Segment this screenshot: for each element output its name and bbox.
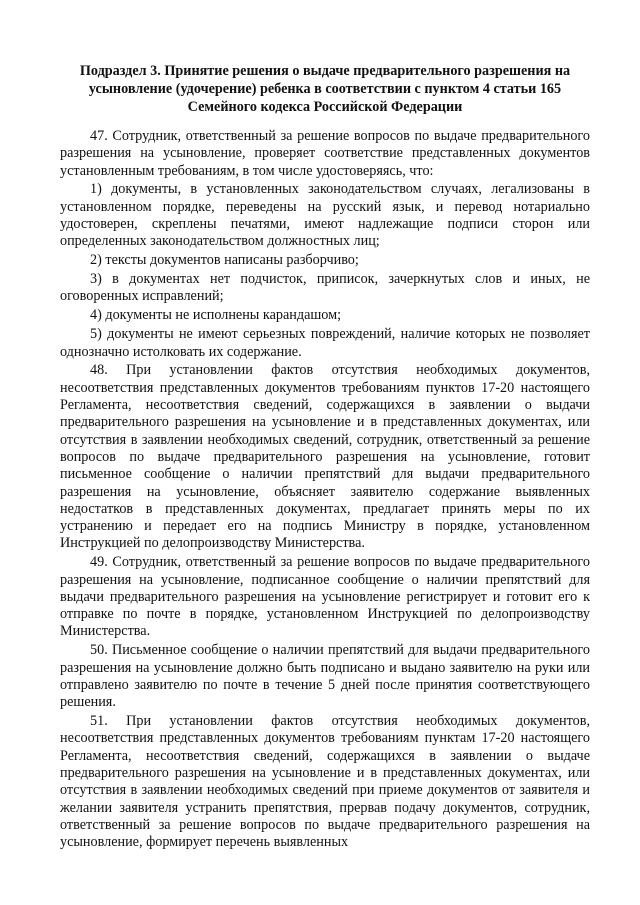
paragraph-47: 47. Сотрудник, ответственный за решение вопросов по выдаче предварительного разрешения на усыновление, проверяет соответствие представленных документов установленным требованиям, в том числе удостоверяясь, что:: [60, 128, 590, 179]
document-body: [60, 128, 590, 853]
list-item-1: 1) документы, в установленных законодательством случаях, легализованы в установленном порядке, переведены на русский язык, и перевод нотариально удостоверен, скреплены печатями, имеют надлежащие подписи сторон или определенных законодательством должностных лиц;: [60, 181, 590, 250]
paragraph-49: 49. Сотрудник, ответственный за решение вопросов по выдаче предварительного разрешения на усыновление, подписанное сообщение о наличии препятствий для выдачи предварительного разрешения на усыновление регистрирует и готовит его к отправке по почте в порядке, установленном Инструкцией по делопроизводству Министерства.: [60, 554, 590, 640]
paragraph-51: 51. При установлении фактов отсутствия необходимых документов, несоответствия представленных документов требованиям пунктам 17-20 настоящего Регламента, несоответствия сведений, содержащихся в заявлении о выдаче предварительного разрешения на усыновление и в представленных документах, или отсутствия в заявлении необходимых сведений при приеме документов от заявителя и желании заявителя устранить препятствия, прервав подачу документов, сотрудник, ответственный за решение вопросов по выдаче предварительного разрешения на усыновление, формирует перечень выявленных: [60, 713, 590, 851]
list-item-4: 4) документы не исполнены карандашом;: [90, 307, 342, 324]
paragraph-50: 50. Письменное сообщение о наличии препятствий для выдачи предварительного разрешения на усыновление должно быть подписано и выдано заявителю на руки или отправлено заявителю по почте в течение 5 дней после принятия соответствующего решения.: [60, 642, 590, 711]
paragraph-48: 48. При установлении фактов отсутствия необходимых документов, несоответствия представленных документов требованиям пунктов 17-20 настоящего Регламента, несоответствия сведений, содержащихся в заявлении о выдачи предварительного разрешения на усыновление и в представленных документах, или отсутствия в заявлении необходимых сведений, сотрудник, ответственный за решение вопросов по выдаче предварительного разрешения на усыновление, готовит письменное сообщение о наличии препятствий для выдачи предварительного разрешения на усыновление, объясняет заявителю содержание выявленных недостатков в представленных документах, предлагает принять меры по их устранению и передает его на подпись Министру в порядке, установленном Инструкцией по делопроизводству Министерства.: [60, 362, 590, 552]
list-item-5: 5) документы не имеют серьезных повреждений, наличие которых не позволяет однозначно истолковать их содержание.: [60, 326, 590, 360]
section-heading: Подраздел 3. Принятие решения о выдаче предварительного разрешения на усыновление (удочерение) ребенка в соответствии с пунктом 4 статьи 165 Семейного кодекса Российской Федерации: [79, 63, 571, 115]
list-item-3: 3) в документах нет подчисток, приписок, зачеркнутых слов и иных, не оговоренных исправлений;: [60, 271, 590, 305]
list-item-2: 2) тексты документов написаны разборчиво;: [90, 252, 359, 269]
